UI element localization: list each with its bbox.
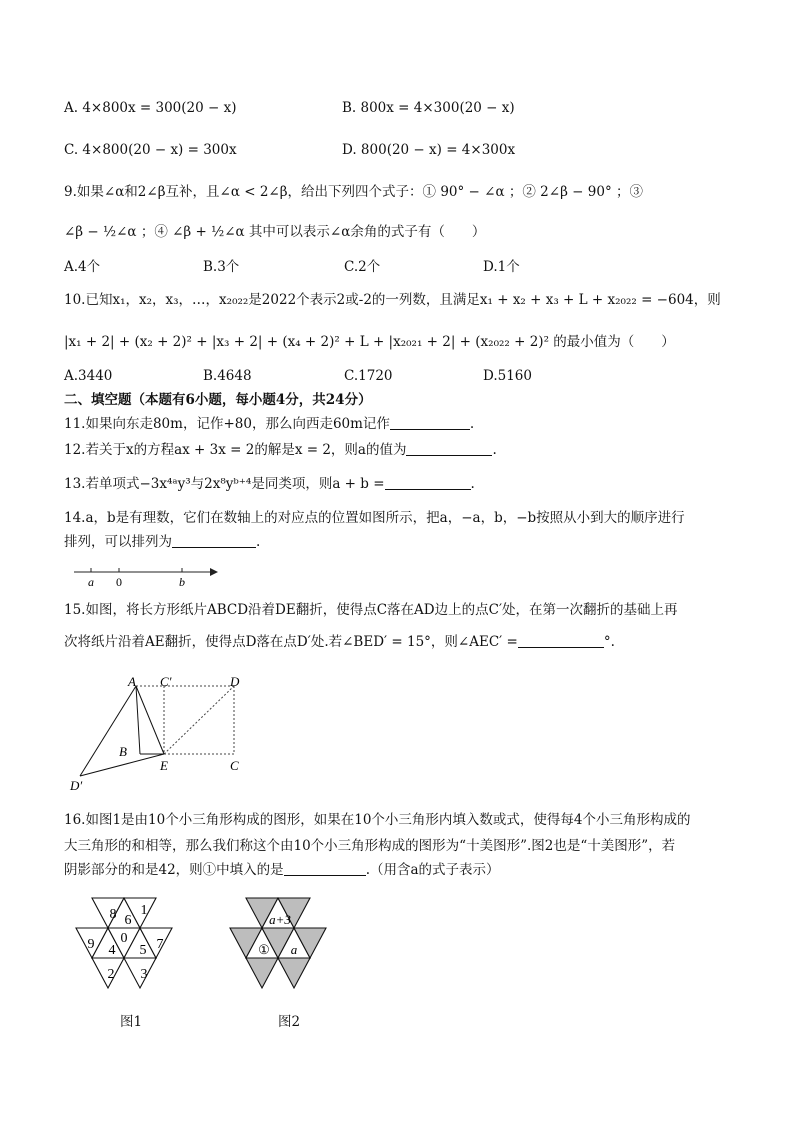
- q16-line-1: 16.如图1是由10个小三角形构成的图形，如果在10个小三角形内填入数或式，使得每4个小三角形构成的: [64, 812, 691, 828]
- f1-num-7: 7: [156, 937, 164, 952]
- q10-option-b: B.4648: [203, 368, 252, 384]
- section-2-title: 二、填空题（本题有6小题，每小题4分，共24分）: [64, 392, 372, 408]
- q16-figure-2: [224, 896, 348, 1000]
- q9-option-a: A.4个: [64, 259, 101, 275]
- q14-line-2-wrap: [64, 532, 260, 552]
- q14-line-1: 14.a，b是有理数，它们在数轴上的对应点的位置如图所示，把a，−a，b，−b按照从小到大的顺序进行: [64, 510, 685, 526]
- q9-line-2: ∠β − ½∠α ；④ ∠β + ½∠α 其中可以表示∠α余角的式子有（ ）: [64, 224, 486, 240]
- q14-answer-blank[interactable]: [172, 533, 256, 548]
- f1-num-8: 8: [109, 907, 117, 922]
- q13-end: .: [470, 476, 475, 492]
- q12: [64, 440, 497, 460]
- q9-line-1: 9.如果∠α和2∠β互补，且∠α < 2∠β，给出下列四个式子：① 90° − ∠α ；② 2∠β − 90° ；③: [64, 184, 643, 200]
- fold-a-e: [136, 686, 164, 754]
- label-E: E: [160, 758, 168, 773]
- q12-end: .: [492, 442, 497, 458]
- q16-line-2: 大三角形的和相等，那么我们称这个由10个小三角形构成的图形为“十美图形”.图2也是“十美图形”，若: [64, 838, 676, 854]
- q15-line-1: 15.如图，将长方形纸片ABCD沿着DE翻折，使得点C落在AD边上的点C′处，在第一次翻折的基础上再: [64, 602, 678, 618]
- q8-option-d: D. 800(20 − x) = 4×300x: [342, 142, 516, 158]
- edge-a-d1: [80, 686, 136, 776]
- f1-num-9: 9: [87, 937, 95, 952]
- q8-option-b: B. 800x = 4×300(20 − x): [342, 100, 515, 116]
- q16-answer-blank[interactable]: [284, 861, 366, 876]
- label-D: D: [230, 674, 240, 689]
- label-D-prime: D′: [70, 778, 83, 793]
- label-B: B: [119, 744, 127, 759]
- f1-num-4: 4: [108, 943, 116, 958]
- f2-label-circle-1: ①: [258, 942, 270, 957]
- q16-figure-1: [70, 896, 194, 1000]
- f2-label-a: a: [290, 942, 298, 957]
- q16-line-3: 阴影部分的和是42，则①中填入的是: [64, 862, 284, 878]
- figure-1-caption: 图1: [120, 1014, 143, 1030]
- q15-end: °.: [603, 634, 615, 650]
- q15-line-2: 次将纸片沿着AE翻折，使得点D落在点D′处.若∠BED′ = 15°，则∠AEC′ =: [64, 634, 518, 650]
- f1-num-6: 6: [124, 913, 132, 928]
- q8-option-a: A. 4×800x = 300(20 − x): [64, 100, 237, 116]
- f1-num-3: 3: [140, 967, 148, 982]
- q15-figure: [64, 672, 264, 797]
- q13: [64, 474, 475, 494]
- q12-answer-blank[interactable]: [406, 441, 492, 456]
- edge-a-b: [136, 686, 140, 754]
- q16-line-3-wrap: [64, 860, 500, 880]
- figure-2-caption: 图2: [278, 1014, 301, 1030]
- q10-line-2: |x₁ + 2| + (x₂ + 2)² + |x₃ + 2| + (x₄ + 2)² + L + |x₂₀₂₁ + 2| + (x₂₀₂₂ + 2)² 的最小值为（ ）: [64, 334, 675, 350]
- q15-line-2-wrap: [64, 632, 615, 652]
- q15-answer-blank[interactable]: [518, 633, 604, 648]
- q13-answer-blank[interactable]: [385, 475, 471, 490]
- label-C: C: [230, 758, 239, 773]
- f1-num-1: 1: [140, 903, 148, 918]
- label-C-prime: C′: [160, 674, 172, 689]
- f1-num-0: 0: [120, 931, 128, 946]
- q10-line-1: 10.已知x₁，x₂，x₃，…，x₂₀₂₂是2022个表示2或-2的一列数，且满足x₁ + x₂ + x₃ + L + x₂₀₂₂ = −604，则: [64, 292, 721, 308]
- q10-option-d: D.5160: [483, 368, 532, 384]
- q8-option-c: C. 4×800(20 − x) = 300x: [64, 142, 237, 158]
- f2-tri-bot-1: [246, 958, 278, 988]
- label-b: b: [179, 575, 185, 589]
- q12-text: 12.若关于x的方程ax + 3x = 2的解是x = 2，则a的值为: [64, 442, 407, 458]
- q14-number-line: [64, 562, 224, 592]
- q16-end: .（用含a的式子表示）: [365, 862, 500, 878]
- q11: [64, 414, 474, 434]
- q9-option-b: B.3个: [203, 259, 240, 275]
- label-A: A: [128, 674, 136, 689]
- number-line-arrow: [210, 568, 218, 576]
- q9-option-c: C.2个: [344, 259, 381, 275]
- label-0: 0: [116, 575, 122, 589]
- f1-num-5: 5: [139, 943, 147, 958]
- f1-num-2: 2: [107, 967, 115, 982]
- q13-text: 13.若单项式−3x⁴ᵃy³与2x⁸yᵇ⁺⁴是同类项，则a + b =: [64, 476, 385, 492]
- q10-option-a: A.3440: [64, 368, 113, 384]
- label-a: a: [88, 575, 94, 589]
- q14-line-2: 排列，可以排列为: [64, 534, 172, 550]
- q14-end: .: [256, 534, 261, 550]
- f2-label-a-plus-3: a+3: [269, 912, 291, 927]
- q10-option-c: C.1720: [344, 368, 393, 384]
- q11-text: 11.如果向东走80m，记作+80，那么向西走60m记作: [64, 416, 390, 432]
- q9-option-d: D.1个: [483, 259, 520, 275]
- fold-d-e: [164, 686, 234, 754]
- q11-answer-blank[interactable]: [390, 415, 470, 430]
- q11-end: .: [469, 416, 475, 432]
- f2-tri-bot-2: [278, 958, 310, 988]
